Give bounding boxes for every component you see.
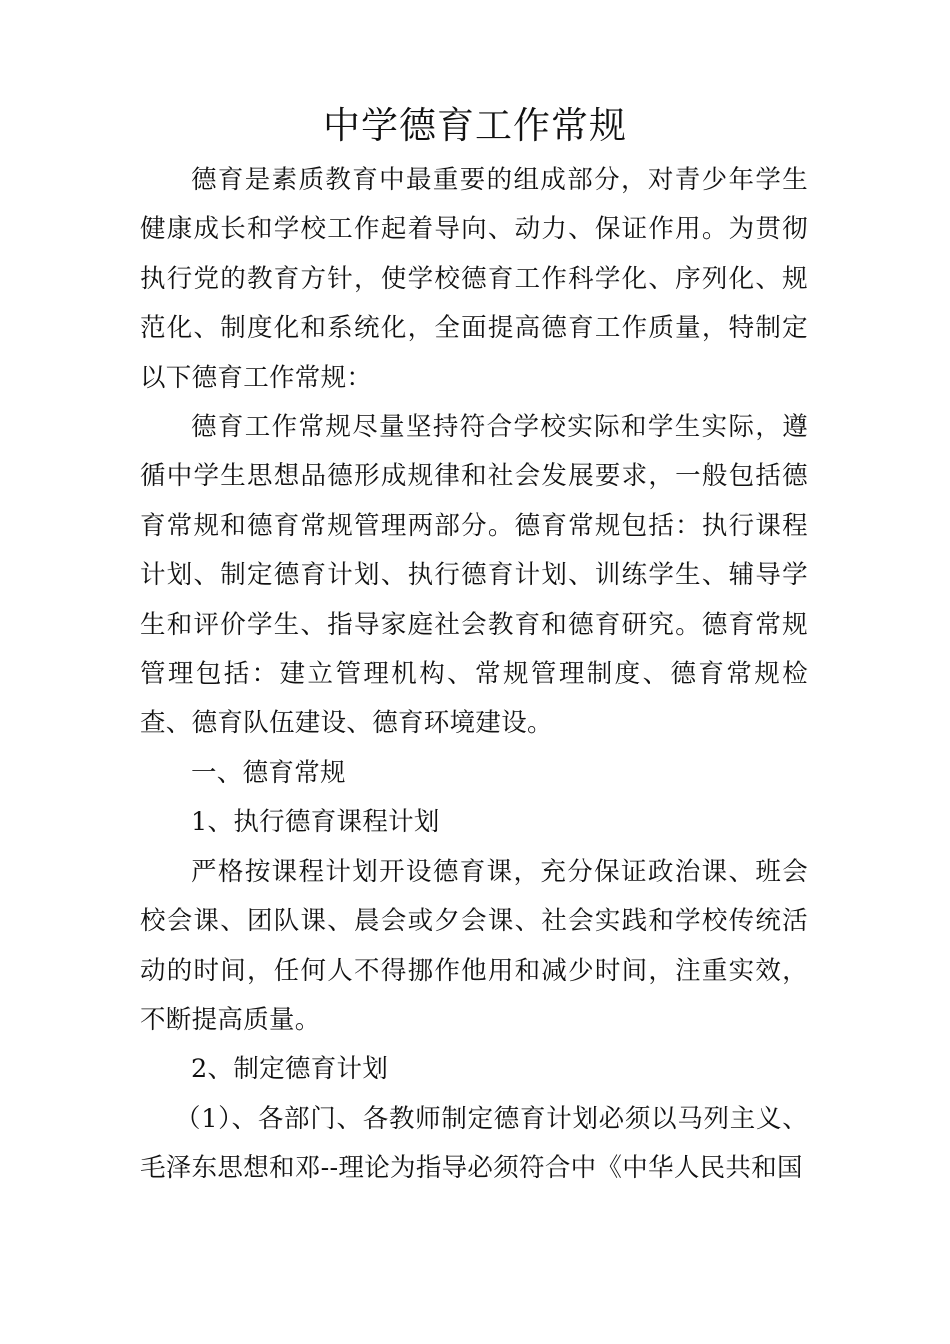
scope-paragraph: 德育工作常规尽量坚持符合学校实际和学生实际，遵循中学生思想品德形成规律和社会发展要求，一般包括德育常规和德育常规管理两部分。德育常规包括：执行课程计划、制定德育计划、执行德育计划、训练学生、辅导学生和评价学生、指导家庭社会教育和德育研究。德育常规管理包括：建立管理机构、常规管理制度、德育常规检查、德育队伍建设、德育环境建设。	[140, 412, 808, 739]
subsection-heading-plan: 2、制定德育计划	[191, 1054, 389, 1085]
intro-paragraph: 德育是素质教育中最重要的组成部分，对青少年学生健康成长和学校工作起着导向、动力、保证作用。为贯彻执行党的教育方针，使学校德育工作科学化、序列化、规范化、制度化和系统化，全面提高德育工作质量，特制定以下德育工作常规：	[140, 165, 808, 393]
document-body	[140, 156, 808, 1194]
curriculum-paragraph: 严格按课程计划开设德育课，充分保证政治课、班会校会课、团队课、晨会或夕会课、社会实践和学校传统活动的时间，任何人不得挪作他用和减少时间，注重实效，不断提高质量。	[140, 856, 808, 1035]
subsection-heading-curriculum: 1、执行德育课程计划	[191, 807, 440, 838]
plan-item-1-paragraph: （1）、各部门、各教师制定德育计划必须以马列主义、毛泽东思想和邓--理论为指导必须符合中《中华人民共和国	[140, 1103, 808, 1184]
document-title: 中学德育工作常规	[323, 104, 627, 147]
section-heading-moral-routine: 一、德育常规	[191, 757, 346, 788]
